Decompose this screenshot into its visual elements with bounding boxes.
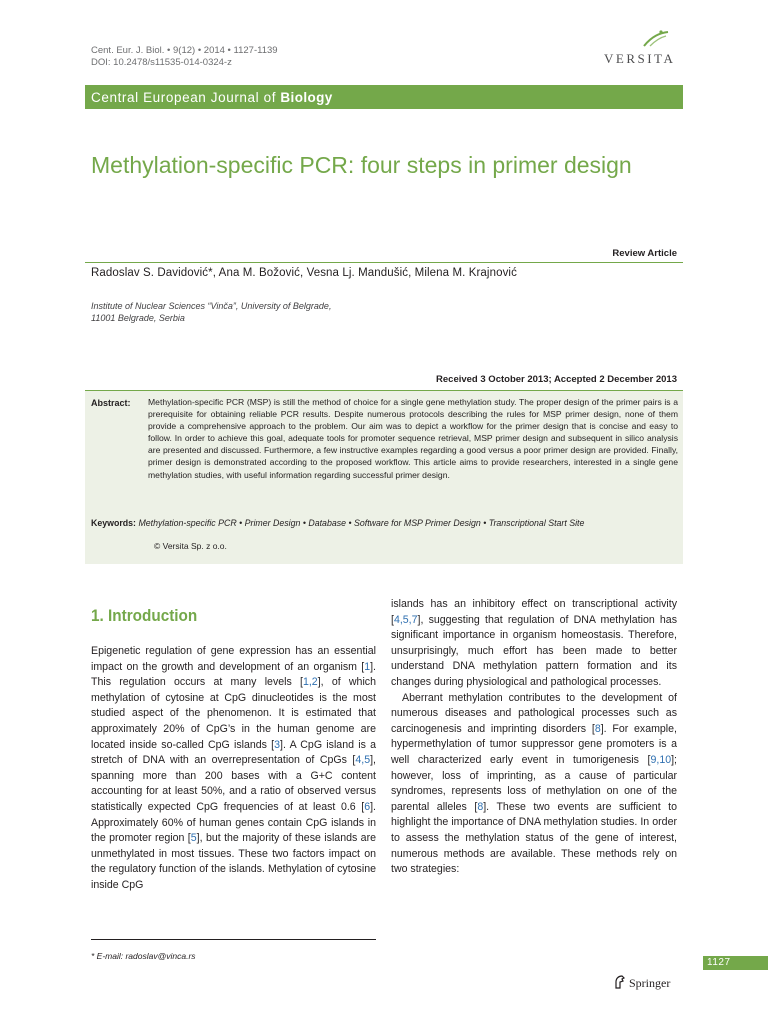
journal-name: Biology — [280, 90, 333, 105]
body-text: ]. For example, hypermethylation of tumor suppressor gene promoters is a well characterized early event in tumorigenesis [ — [391, 722, 677, 766]
abstract-text: Methylation-specific PCR (MSP) is still the method of choice for a single gene methylation study. The proper design of the primer pairs is a prerequisite for obtaining reliable PCR results. Despite numerous protocols describing the rules for MSP primer design, none of them provide a comprehensive approach to the problem. Our aim was to depict a workflow for the primer design that is concise and easy to follow. In order to achieve this goal, adequate tools for promoter sequence retrieval, MSP primer design and subsequent in silico analysis are presented and discussed. Furthermore, a few instructive examples regarding a good versus a poor primer design are provided. Finally, primer design is demonstrated according to the proposed workflow. This article aims to provide researchers, interested in a single gene methylation studies, with useful information regarding successful primer design. — [148, 397, 678, 480]
doi-line: DOI: 10.2478/s11535-014-0324-z — [91, 57, 232, 68]
section-heading: 1. Introduction — [91, 606, 198, 625]
article-title: Methylation-specific PCR: four steps in primer design — [91, 152, 632, 178]
versita-wordmark: VERSITA — [604, 51, 676, 66]
body-text: ]. A CpG island is a stretch of DNA with an overrepresentation of CpGs [ — [91, 738, 376, 767]
body-text: ], suggesting that regulation of DNA methylation has significant importance in organism homeostasis. Therefore, unsurprisingly, much effort has been made to better understand DNA methylation pattern formation and its changes during physiological and pathological processes. — [391, 613, 677, 688]
springer-wordmark: Springer — [629, 976, 671, 990]
footnote-rule — [91, 939, 376, 940]
journal-prefix: Central European Journal of — [91, 90, 281, 105]
article-type: Review Article — [612, 248, 677, 259]
springer-horse-icon — [614, 975, 626, 989]
body-text: ], but the majority of these islands are unmethylated in most tissues. These two factors impact on the regulatory function of the islands. Methylation of cytosine inside CpG — [91, 832, 376, 891]
keywords — [91, 518, 584, 528]
page-number: 1127 — [703, 956, 768, 970]
citation-line: Cent. Eur. J. Biol. • 9(12) • 2014 • 1127-1139 — [91, 45, 278, 56]
keywords-text: Methylation-specific PCR • Primer Design • Database • Software for MSP Primer Design • Transcriptional Start Site — [138, 518, 585, 528]
body-text: Epigenetic regulation of gene expression has an essential impact on the growth and development of an organism [ — [91, 645, 376, 673]
journal-banner — [85, 87, 683, 109]
body-text: ]. This regulation occurs at many levels [ — [91, 660, 376, 689]
body-text: ]. Approximately 60% of human genes contain CpG islands in the promoter region [ — [91, 800, 376, 845]
reference-link[interactable]: 5 — [190, 832, 197, 845]
reference-link[interactable]: 4,5,7 — [393, 613, 418, 626]
body-text: ], spanning more than 200 bases with a G+C content accounting for at least 50%, and a ratio of observed versus statistically expected CpG frequencies of at least 0.6 [ — [91, 754, 376, 813]
reference-link[interactable]: 9,10 — [650, 753, 672, 766]
reference-link[interactable]: 8 — [477, 800, 484, 813]
body-text: ]; however, loss of imprinting, as a cause of particular syndromes, represents loss of methylation on one of the parental alleles [ — [391, 753, 677, 813]
versita-logo — [600, 28, 680, 68]
author-list: Radoslav S. Davidović*, Ana M. Božović, Vesna Lj. Mandušić, Milena M. Krajnović — [91, 267, 517, 279]
body-column-left — [91, 644, 376, 894]
springer-logo — [614, 975, 670, 991]
reference-link[interactable]: 1,2 — [302, 676, 318, 689]
copyright: © Versita Sp. z o.o. — [154, 541, 227, 551]
affiliation-line: Institute of Nuclear Sciences “Vinča”, University of Belgrade, — [91, 301, 332, 311]
received-dates: Received 3 October 2013; Accepted 2 December 2013 — [436, 374, 677, 385]
citation-block — [91, 45, 278, 69]
paragraph — [391, 597, 677, 691]
affiliation — [91, 300, 331, 324]
body-text: islands has an inhibitory effect on transcriptional activity [ — [391, 598, 677, 626]
abstract-label: Abstract: — [91, 398, 131, 408]
reference-link[interactable]: 4,5 — [355, 754, 371, 767]
body-column-right — [391, 597, 677, 878]
paragraph — [391, 691, 677, 878]
type-rule — [85, 262, 683, 263]
reference-link[interactable]: 6 — [364, 800, 371, 813]
paragraph — [91, 644, 376, 894]
body-text: ]. These two events are sufficient to highlight the importance of DNA methylation studies. In order to assess the methylation status of the gene of interest, numerous methods are available. These methods rely on two strategies: — [391, 800, 677, 876]
reference-link[interactable]: 8 — [594, 722, 601, 735]
footnote-email: * E-mail: radoslav@vinca.rs — [91, 951, 196, 961]
keywords-label: Keywords: — [91, 518, 136, 528]
versita-swoosh-icon — [600, 28, 680, 52]
affiliation-line: 11001 Belgrade, Serbia — [91, 313, 185, 323]
body-text: ], of which methylation of cytosine at CpG dinucleotides is the most studied aspect of the phenomenon. It is estimated that approximately 20% of CpG’s in the human genome are located inside so-called CpG islands [ — [91, 676, 376, 751]
body-text: Aberrant methylation contributes to the development of numerous diseases and pathological processes such as carcinogenesis and imprinting disorders [ — [391, 691, 677, 735]
reference-link[interactable]: 1 — [364, 660, 371, 673]
reference-link[interactable]: 3 — [274, 738, 281, 751]
